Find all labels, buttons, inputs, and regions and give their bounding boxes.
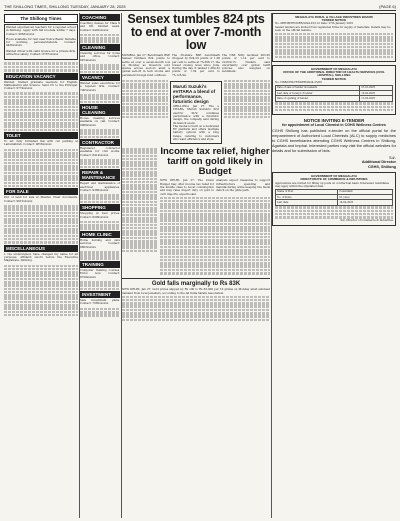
notice-body: CGHS Shillong has published e-tender on the official portal for the empanelment of Authorized Local Chemists (ALC) to supply medicines to CGHS beneficiaries attending CGHS Wellness Centres in Shillong, Agartala and Imphal. Interested parties may visit the official websites for details and for submission of bids. (272, 128, 396, 153)
notice-body: Sealed tenders are invited from registered firms for supply of materials. Details may be seen on the official website. (275, 25, 391, 32)
headline-gold: Gold falls marginally to Rs 83K (122, 278, 270, 287)
story-tax-p2: Analysts expect measures to support infrastructure spending and manufacturing while keeping the fiscal deficit on the glide path. (216, 178, 270, 193)
classified-ad: Safe investment plans. Contact: 7085xxxxxx (80, 298, 120, 306)
story-maruti-p2: The model is built on a dedicated EV platform and offers multiple battery options with a long range, catering to customers who want efficiency and style. (173, 123, 219, 142)
classified-ad: House cleaning services available on call. Contact: 9089xxxxxx (80, 116, 120, 127)
signature-block: Sd/- Additional Director CGHS, Shillong (361, 155, 396, 169)
section-head-misc: MISCELLANEOUS (4, 245, 78, 252)
headline-sensex: Sensex tumbles 824 pts to end at over 7-month low (127, 12, 265, 52)
classified-ad: Repair and maintenance of electrical appliances. Contact: 9366xxxxxx (80, 181, 120, 192)
classified-ad: Computer training courses. Enrol now. Contact: 8729xxxxxx (80, 268, 120, 279)
section-head: INVESTMENT (80, 291, 120, 298)
table-row: Name of Post Consultant (276, 189, 393, 194)
classifieds-column-1 (4, 13, 78, 518)
tender-table (275, 85, 393, 102)
section-head: REPAIR & MAINTENANCE (80, 169, 120, 181)
story-gold: NEW DELHI, Jan 27: Gold prices slipped by Rs 100 to Rs 83,000 per 10 grams on Monday amid subdued demand from local jewellers, according to the All India Sarafa Association. (122, 287, 270, 295)
section-head-education: EDUCATION VACANCY (4, 73, 78, 80)
classified-ad: Plot of land for sale at Mawlai. Clear documents. Contact: 9615xxxxxx (4, 195, 78, 203)
masthead (4, 3, 396, 11)
classifieds-header: The Shillong Times (4, 14, 78, 23)
notice-sub: OFFICE OF THE ADDITIONAL DIRECTOR OF HEALTH SERVICES (CIVIL HOSPITAL), SHILLONG (283, 70, 385, 78)
classified-ad: Wanted sales executives for a reputed firm. Contact: 7005xxxxxx (80, 81, 120, 92)
section-head: SHOPPING (80, 204, 120, 211)
classified-ad: Home nursing and care services. Contact: 9863xxxxxx (80, 238, 120, 249)
table-row: Date of sale of tender documents 27-01-2025 (276, 85, 393, 90)
classified-ad: I, the undersigned, have changed my name for all purposes. Affidavit sworn before the Executive Magistrate, Shillong. (4, 251, 78, 263)
tender-notice-health (272, 65, 396, 115)
classified-ad: To let: fully furnished flat with car parking at Laitumkhrah. Contact: 9856xxxxxx (4, 139, 78, 147)
section-head: CONTRACTOR (80, 139, 120, 146)
section-head-tolet: TOLET (4, 132, 78, 139)
table-row: Last date 14-02-2025 (276, 200, 393, 205)
section-head: TRAINING (80, 261, 120, 268)
headline-income-tax: Income tax relief, higher tariff on gold likely in Budget (160, 146, 270, 178)
masthead-left: THE SHILLONG TIMES, SHILLONG TUESDAY, JANUARY 28, 2025 (4, 4, 126, 9)
classified-ad: Coaching classes for Class X and XII. Limited seats. Contact: 9402xxxxxx (80, 21, 120, 32)
section-head: CLEANING (80, 44, 120, 51)
table-row: Date of opening of tender 11-02-2025 (276, 96, 393, 101)
story-tax-p1: NEW DELHI, Jan 27: The Union Budget may offer income tax relief for the middle class to boost consumption and may raise import duty on gold to curb imports, experts said. (160, 178, 214, 196)
section-head: COACHING (80, 14, 120, 21)
classifieds-column-2 (80, 13, 120, 518)
classified-ad: Wanted driver with valid licence for a private firm. Attractive salary. Contact: 8787xxxxxx (6, 48, 76, 57)
notice-title: TENDER NOTICE (321, 76, 347, 81)
section-head: VACANCY (80, 74, 120, 81)
notice-title: NOTICE INVITING E-TENDER (303, 118, 365, 124)
notice-org: GOVERNMENT OF MEGHALAYA (310, 66, 358, 71)
story-maruti-p1: SHILLONG, Jan 27: The e VITARA, Maruti Suzuki's first electric SUV, combines performance with a futuristic design, the company said during its launch event. (173, 104, 219, 125)
notice-commerce-industries (272, 172, 396, 225)
main-news-area (122, 13, 270, 518)
notice-org: GOVERNMENT OF MEGHALAYA (310, 174, 358, 179)
story-sensex-p2: The 30-share BSE benchmark dropped by 824.29 points or 1.08 per cent to settle at 75,366.17, the lowest closing level since June. During the day, it tanked 1,064.52 points or 1.39 per cent to 75,125.94. (172, 53, 220, 77)
notice-signature: Sd/- Director of Commerce & Industries (340, 219, 393, 223)
story-sensex-p1: MUMBAI, Jan 27: Benchmark BSE Sensex tumbled 824 points to settle at over a seven-month low on Monday as investors sold shares across sectors amid a global sell-off in tech stocks and persistent foreign fund outflows. (122, 53, 170, 77)
notice-body: Applications are invited for filling up posts on contractual basis. Interested candidates may apply within the stipulated date. (275, 181, 389, 188)
classified-ad: Shopping at best prices. Contact: 6009xxxxxx (80, 211, 120, 219)
posts-table (275, 189, 393, 206)
notice-sub: for appointment of Local Chemist in CGHS Wellness Centres (282, 123, 386, 128)
classified-ad: Cleaning services for home and office. Contact: 8974xxxxxx (80, 51, 120, 62)
notice-ref: No. HSB/CHS/TENDER/2024-25/09 (275, 80, 322, 84)
classified-ad: Room available for rent near Police Bazar. Suitable for working persons/students. Contact: 9436xxxxxx (6, 36, 76, 48)
section-head: HOME CLINIC (80, 231, 120, 238)
masthead-page: (PAGE 6) (379, 4, 396, 9)
section-head-for-sale: FOR SALE (4, 188, 78, 195)
classified-ad: Wanted experienced teachers for a reputed school in Shillong. Apply with full bio-data within 7 days. Contact: 9863xxxxxx (6, 25, 76, 36)
classified-ad: Registered contractor available for civil works. Contact: 8414xxxxxx (80, 146, 120, 157)
tender-notice-mrvib (272, 13, 396, 62)
classified-ad: Wanted: trained graduate teachers for English, Mathematics and Science. Send CV to the Principal. Contact: 9774xxxxxx (4, 79, 78, 91)
notices-column (272, 13, 396, 518)
headline-maruti: Maruti Suzuki's eVITARA a blend of performance, futuristic design (173, 84, 216, 105)
table-row: Last date of receipt of tender 10-02-2025 (276, 91, 393, 96)
notice-title: DIRECTORATE OF COMMERCE & INDUSTRIES (300, 177, 368, 182)
table-row: No. of Posts 01 (one) (276, 195, 393, 200)
cghs-etender-notice (272, 118, 396, 169)
notice-ref: No. MRVIB/TENDER/2024-25/112 Date: 27th January 2025 (275, 22, 354, 26)
notice-org: MEGHALAYA RURAL & VILLAGE INDUSTRIES BOARD (295, 15, 373, 19)
section-head: HOUSE CLEANING (80, 104, 120, 116)
story-sensex-p3: The NSE Nifty declined 263.05 points or 1.14 per cent to 22,829.15. Traders said uncertainty over global tariff policies also weighed on sentiment. (222, 53, 270, 74)
notice-title: TENDER NOTICE (321, 18, 347, 23)
